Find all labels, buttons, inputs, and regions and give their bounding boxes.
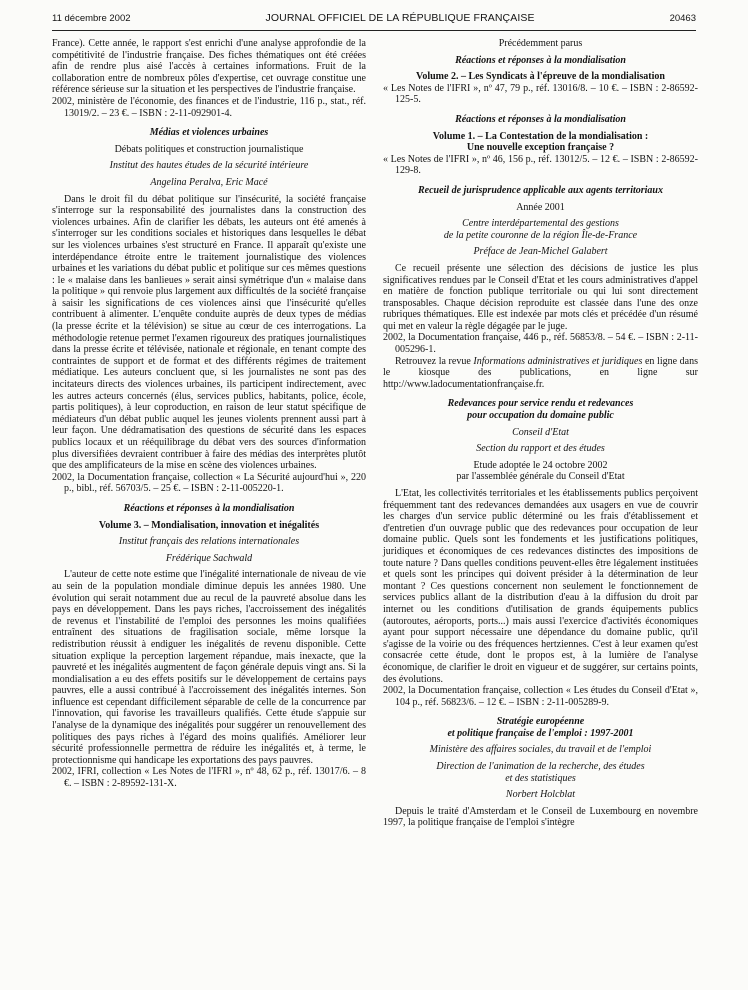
section-body-emploi: Depuis le traité d'Amsterdam et le Conseil de Luxembourg en novembre 1997, la politique française de l'emploi s'intègre [383, 805, 698, 829]
volume-2-reference: « Les Notes de l'IFRI », nº 47, 79 p., réf. 13016/8. – 10 €. – ISBN : 2-86592-125-5. [383, 82, 698, 106]
note-part-b: Informations administratives et juridiques [473, 355, 643, 367]
volume-title-3: Volume 3. – Mondialisation, innovation et inégalités [98, 519, 320, 531]
section-author-holcblat: Norbert Holcblat [505, 789, 576, 801]
note-part-a: Retrouvez la revue [395, 355, 474, 367]
volume-1-reference: « Les Notes de l'IFRI », nº 46, 156 p., réf. 13012/5. – 12 €. – ISBN : 2-86592-129-8. [383, 153, 698, 177]
series-title-b: Réactions et réponses à la mondialisation [455, 113, 626, 125]
volume-title-1b: Une nouvelle exception française ? [466, 142, 615, 154]
section-institution-ce: Conseil d'Etat [512, 426, 569, 438]
section-year-jurisprudence: Année 2001 [516, 201, 565, 213]
page-number: 20463 [669, 13, 696, 25]
issue-date: 11 décembre 2002 [52, 13, 131, 25]
journal-title: JOURNAL OFFICIEL DE LA RÉPUBLIQUE FRANÇAISE [265, 12, 535, 25]
section-title-redevances-b: pour occupation du domaine public [467, 410, 614, 422]
section-title-emploi-b: et politique française de l'emploi : 1997-2001 [447, 727, 634, 739]
right-column [383, 38, 698, 829]
section-body-redevances: L'Etat, les collectivités territoriales et les établissements publics perçoivent fréquemment tant des redevances demandées aux usagers en vue de couvrir les charges d'un service public déterminé ou les frais d'établissement et d'entretien d'un ouvrage public que des redevances pour occupation de leur domaine public. Quels sont les fondements et les justifications politiques, juridiques et économiques de ces redevances distinctes des impositions de toute nature ? Dans quelles conditions peuvent-elles être légalement instituées et quels sont les principes qui doivent présider à la détermination de leur montant ? Ces questions concernent non seulement le fonctionnement de services publics allant de la distribution d'eau à la diffusion du droit par internet ou les conditions d'utilisation de grands équipements publics (autoroutes, aéroports, ports...) mais aussi l'exercice d'activités économiques ayant pour support nécessaire une dépendance du domaine public, qu'il s'agisse de la voirie ou des fréquences hertziennes. C'est à leur examen qu'est consacrée cette étude, dont le propos est, à la lumière de l'analyse économique, de clarifier le droit en vigueur et de suggérer, sur certains points, des évolutions. [383, 488, 698, 685]
series-title-a: Réactions et réponses à la mondialisation [455, 54, 626, 66]
section-author-sachwald: Frédérique Sachwald [165, 552, 253, 564]
section-institution-cig-b: de la petite couronne de la région Île-de-France [443, 229, 638, 241]
note-part-c: en ligne dans le kiosque des publications, en ligne sur http://www.ladocumentationfrançaise.fr. [383, 355, 699, 390]
left-column [52, 38, 366, 790]
section-reference-redevances: 2002, la Documentation française, collection « Les études du Conseil d'Etat », 104 p., réf. 56823/6. – 12 €. – ISBN : 2-11-005289-9. [383, 685, 698, 708]
section-title-jurisprudence: Recueil de jurisprudence applicable aux agents territoriaux [417, 184, 663, 196]
volume-title-2: Volume 2. – Les Syndicats à l'épreuve de la mondialisation [416, 71, 665, 83]
section-preface: Préface de Jean-Michel Galabert [473, 246, 608, 258]
previously-published-label: Précédemment parus [498, 38, 583, 49]
volume-title-1a: Volume 1. – La Contestation de la mondialisation : [432, 130, 649, 142]
section-authors-medias: Angelina Peralva, Eric Macé [150, 176, 268, 188]
section-reference-jurisprudence: 2002, la Documentation française, 446 p., réf. 56853/8. – 54 €. – ISBN : 2-11-005296-1. [383, 332, 698, 356]
section-institution-medias: Institut des hautes études de la sécurité intérieure [109, 160, 309, 172]
section-institution-ifri: Institut français des relations internationales [118, 536, 300, 548]
page-header [52, 10, 696, 28]
section-direction-b: et des statistiques [505, 772, 576, 784]
section-institution-ministere: Ministère des affaires sociales, du travail et de l'emploi [429, 744, 652, 756]
section-body-jurisprudence: Ce recueil présente une sélection des décisions de justice les plus significatives rendues par le Conseil d'Etat et les cours administratives d'appel en matière de fonction publique territoriale ou qui lui sont directement transposables. Chaque décision reproduite est classée dans l'une des onze rubriques thématiques. Elle est indexée par mots clés et précédée d'un résumé qui met en valeur la règle dégagée par le juge. [383, 262, 698, 332]
section-adoption-b: par l'assemblée générale du Conseil d'Etat [456, 471, 625, 483]
header-rule [52, 30, 696, 31]
section-institution-cig-a: Centre interdépartemental des gestions [462, 218, 619, 230]
intro-paragraph: France). Cette année, le rapport s'est enrichi d'une analyse approfondie de la compétitivité de l'industrie française. Des fiches thématiques ont été créées afin de rendre plus aisé l'accès à certaines informations. Fruit de la collaboration entre de nombreux pôles d'expertise, cet ouvrage constitue une référence sérieuse sur la situation et les perspectives de l'industrie française. [52, 38, 366, 96]
section-subtitle-medias: Débats politiques et construction journalistique [114, 143, 304, 155]
section-title-emploi-a: Stratégie européenne [496, 716, 585, 728]
series-title-mondialisation: Réactions et réponses à la mondialisation [123, 502, 295, 514]
section-subinstitution-ce: Section du rapport et des études [476, 443, 605, 455]
section-title-redevances-a: Redevances pour service rendu et redevances [447, 398, 634, 410]
section-title-medias: Médias et violences urbaines [149, 127, 269, 139]
section-body-medias: Dans le droit fil du débat politique sur l'insécurité, la société française s'interroge sur la responsabilité des journalistes dans la construction des violences urbaines. Afin de clarifier les débats, les auteurs ont été amenés à s'interroger sur les conditions sociales et historiques dans lesquelles le débat sur les violences urbaines s'est structuré en France. Il apparaît qu'existe une interdépendance étroite entre le traitement journalistique des violences urbaines et les variations du débat public et politique sur ces mêmes questions : le « malaise dans les banlieues » serait ainsi symétrique d'un « malaise dans la politique » qui renvoie plus largement aux difficultés de la société française à saisir les significations de ces violences ainsi que l'insécurité qu'elles contribuent à alimenter. L'enquête conduite auprès de deux types de médias (la presse écrite et la télévision) se situe au cœur de ces interrogations. La méthodologie retenue permet l'examen rigoureux des pratiques journalistiques dans la presse écrite et télévisée, nationale et régionale, en tenant compte des contraintes de support et de format et des différents régimes de traitement médiatique. Les auteurs concluent que, si les journalistes ne sont pas des incitateurs directs des violences urbaines, ils participent indirectement, avec les autres acteurs concernés (élus, services publics, habitants, police, école, partis politiques), à leur coproduction, en raison de leur statut spécifique de médiateurs d'un débat public auquel les jeunes violents prennent aussi part à leur façon. Une dédramatisation des questions de sécurité dans les espaces publics locaux et un rééquilibrage du débat vers des sources d'information plus diversifiées devraient contribuer à faire des médias des interprètes plutôt que des amplificateurs de la mise en scène des violences urbaines. [52, 193, 366, 472]
section-direction-a: Direction de l'animation de la recherche, des études [436, 761, 645, 773]
section-reference-mondialisation: 2002, IFRI, collection « Les Notes de l'IFRI », nº 48, 62 p., réf. 13017/6. – 8 €. – ISBN : 2-89592-131-X. [52, 766, 366, 790]
section-body-mondialisation: L'auteur de cette note estime que l'inégalité internationale de niveau de vie au sein de la population mondiale diminue depuis les années 1980. Une évolution qui serait notamment due au recul de la pauvreté absolue dans les pays en développement. Dans les pays riches, l'accroissement des inégalités de revenus et l'instabilité de l'emploi des personnes les moins qualifiées entraînent des situations de fragilisation sociale, même lorsque la redistribution réussit à endiguer les inégalités de revenu disponible. Cette situation explique la perception largement répandue, mais inexacte, que la pauvreté et les inégalités augmentent de façon générale depuis vingt ans. Si la mondialisation a eu des effets positifs sur le développement de certains pays pauvres, elle a aussi contribué à l'accroissement des inégalités internes. Son influence est cependant difficilement séparable de celle de la concurrence par l'innovation, qui favorise les travailleurs qualifiés. Cette étude s'appuie sur l'analyse de la dynamique des inégalités pour suggérer un renouvellement des politiques des pays riches à l'égard des moins qualifiés. Améliorer leur sécurité professionnelle permettra de réduire les inégalités et, à terme, le protectionnisme qui handicape les exportations des pays pauvres. [52, 569, 366, 766]
section-note-online [383, 356, 698, 391]
section-adoption-a: Etude adoptée le 24 octobre 2002 [473, 459, 608, 471]
intro-reference: 2002, ministère de l'économie, des finances et de l'industrie, 116 p., stat., réf. 13019/2. – 23 €. – ISBN : 2-11-092901-4. [52, 95, 366, 119]
section-reference-medias: 2002, la Documentation française, collection « La Sécurité aujourd'hui », 220 p., bibl., réf. 56703/5. – 25 €. – ISBN : 2-11-005220-1. [52, 471, 366, 495]
